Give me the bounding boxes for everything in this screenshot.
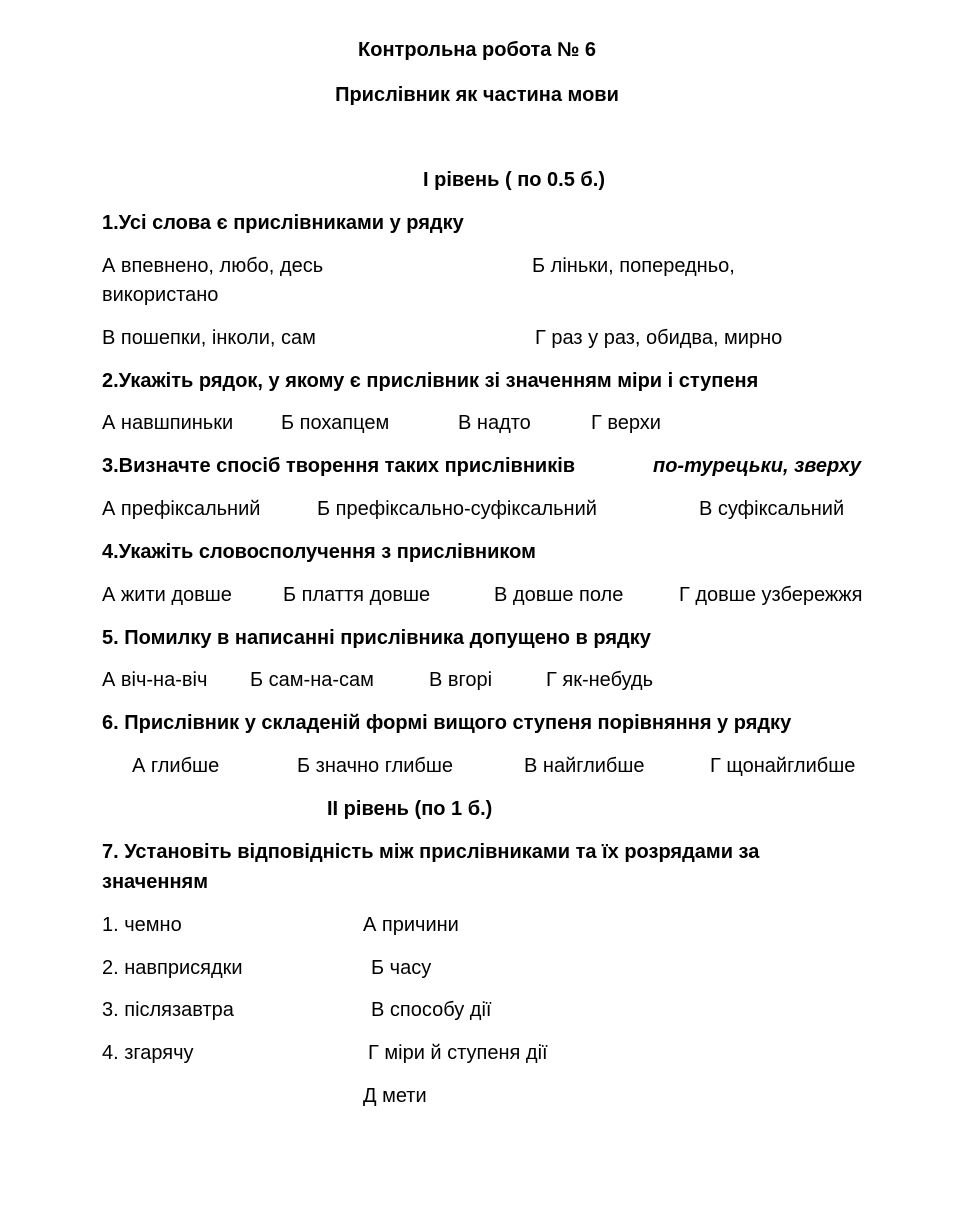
q2-option-v: В надто [458,412,531,434]
q5-option-b: Б сам-на-сам [250,669,374,691]
q4-option-g: Г довше узбережжя [679,584,863,606]
q7-item: 4. згарячу [102,1042,194,1064]
q1-option-a: А впевнено, любо, десь [102,255,324,277]
level-1-heading: І рівень ( по 0.5 б.) [423,169,605,191]
q7-category: В способу дії [371,999,492,1021]
q3-option-v: В суфіксальний [699,498,845,520]
q1-option-v: В пошепки, інколи, сам [102,327,316,349]
q2-option-g: Г верхи [591,412,661,434]
q4-option-v: В довше поле [494,584,624,606]
q6-option-g: Г щонайглибше [710,755,856,777]
q3-option-a: А префіксальний [102,498,261,520]
q7-category: А причини [363,914,459,936]
q6-option-a: А глибше [132,755,220,777]
page-subtitle: Прислівник як частина мови [335,84,619,106]
q3-words: по-турецьки, зверху [653,455,861,477]
question-4: 4.Укажіть словосполучення з прислівником [102,541,536,563]
page-title: Контрольна робота № 6 [358,39,596,61]
question-1: 1.Усі слова є прислівниками у рядку [102,212,464,234]
q1-option-b-cont: використано [102,284,219,306]
q7-category: Г міри й ступеня дії [368,1042,548,1064]
question-3: 3.Визначте спосіб творення таких прислівників [102,455,576,477]
q6-option-b: Б значно глибше [297,755,454,777]
question-2: 2.Укажіть рядок, у якому є прислівник зі значенням міри і ступеня [102,370,759,392]
q5-option-g: Г як-небудь [546,669,654,691]
q7-item: 2. навприсядки [102,957,243,979]
q6-option-v: В найглибше [524,755,645,777]
q7-category: Б часу [371,957,432,979]
q1-option-g: Г раз у раз, обидва, мирно [535,327,783,349]
question-7-cont: значенням [102,871,209,893]
q7-item: 1. чемно [102,914,182,936]
q7-category: Д мети [363,1085,427,1107]
q3-option-b: Б префіксально-суфіксальний [317,498,597,520]
q1-option-b: Б ліньки, попередньо, [532,255,735,277]
q5-option-v: В вгорі [429,669,493,691]
question-7: 7. Установіть відповідність між прислівниками та їх розрядами за [102,841,760,863]
q2-option-b: Б похапцем [281,412,390,434]
q5-option-a: А віч-на-віч [102,669,208,691]
level-2-heading: ІІ рівень (по 1 б.) [327,798,493,820]
question-6: 6. Прислівник у складеній формі вищого ступеня порівняння у рядку [102,712,792,734]
q7-item: 3. післязавтра [102,999,234,1021]
q4-option-b: Б плаття довше [283,584,431,606]
q4-option-a: А жити довше [102,584,232,606]
q2-option-a: А навшпиньки [102,412,234,434]
question-5: 5. Помилку в написанні прислівника допущено в рядку [102,627,651,649]
